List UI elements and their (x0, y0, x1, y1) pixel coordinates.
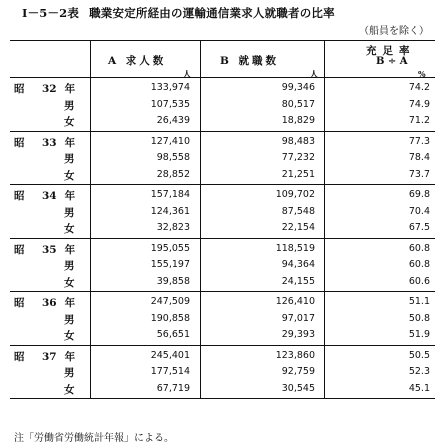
table-subtitle: （船員を除く） (359, 26, 429, 37)
table-row (10, 133, 435, 150)
placements-value: 97,017 (281, 312, 315, 324)
year-suffix: 年 (64, 83, 76, 95)
placements-value: 30,545 (281, 382, 315, 394)
female-label: 女 (64, 276, 75, 289)
fill-rate-value: 74.2 (408, 82, 430, 93)
job-openings-value: 107,535 (150, 98, 190, 110)
male-label: 男 (64, 367, 75, 379)
placements-value: 18,829 (281, 115, 315, 126)
fill-rate-value: 51.1 (408, 296, 430, 307)
placements-value: 24,155 (281, 275, 315, 287)
fill-rate-value: 74.9 (408, 98, 430, 110)
male-label: 男 (64, 313, 75, 326)
fill-rate-value: 52.3 (408, 366, 430, 377)
table-body (10, 78, 435, 398)
year-number: 33 (42, 136, 57, 149)
era-label: 昭 (14, 136, 25, 149)
placements-value: 77,232 (281, 152, 315, 163)
female-label: 女 (64, 383, 75, 396)
job-openings-value: 98,558 (156, 152, 190, 163)
table-row (10, 326, 435, 343)
year-number: 37 (42, 350, 57, 363)
era-label: 昭 (14, 83, 25, 95)
year-label (42, 188, 75, 203)
table-row (10, 112, 435, 129)
era-label: 昭 (14, 350, 25, 363)
job-openings-value: 133,974 (150, 82, 190, 93)
table-row (10, 347, 435, 364)
fill-rate-value: 69.8 (408, 189, 430, 200)
unit-label: % (418, 69, 426, 79)
female-label: 女 (64, 116, 75, 128)
era-label: 昭 (14, 190, 25, 202)
footnote: 注「労働省労働統計年報」による。 (14, 433, 174, 444)
job-openings-value: 177,514 (150, 366, 190, 377)
job-openings-value: 67,719 (156, 382, 190, 394)
table-row (10, 273, 435, 290)
fill-rate-value: 51.9 (408, 329, 430, 340)
year-number: 32 (42, 83, 57, 95)
placements-value: 126,410 (275, 296, 315, 307)
female-label: 女 (64, 223, 75, 235)
placements-value: 99,346 (281, 82, 315, 93)
fill-rate-value: 71.2 (408, 115, 430, 126)
year-block (10, 292, 435, 346)
year-suffix: 年 (64, 297, 76, 309)
table-row (10, 96, 435, 113)
table-row (10, 186, 435, 203)
header-fill-rate: 充足率 (366, 45, 416, 57)
year-label (42, 81, 75, 96)
year-number: 34 (42, 190, 57, 202)
year-block (10, 78, 435, 132)
year-suffix: 年 (64, 243, 76, 256)
year-suffix: 年 (64, 350, 76, 363)
job-openings-value: 32,823 (156, 222, 190, 233)
fill-rate-value: 60.8 (408, 242, 430, 254)
placements-value: 21,251 (281, 168, 315, 180)
male-label: 男 (64, 206, 75, 219)
placements-value: 87,548 (281, 205, 315, 217)
fill-rate-value: 78.4 (408, 152, 430, 163)
header-job-openings: A 求人数 (108, 55, 167, 67)
table-row (10, 380, 435, 397)
fill-rate-value: 67.5 (408, 222, 430, 233)
fill-rate-value: 50.5 (408, 349, 430, 361)
header-placements: B 就職数 (220, 55, 280, 67)
table-row (10, 363, 435, 380)
year-label (42, 295, 75, 310)
year-suffix: 年 (64, 190, 76, 202)
placements-value: 118,519 (275, 242, 315, 254)
table-row (10, 203, 435, 220)
year-number: 35 (42, 243, 57, 256)
female-label: 女 (64, 330, 75, 342)
data-table (10, 40, 435, 399)
unit-label: 人 (183, 69, 191, 79)
year-label (42, 349, 75, 364)
column-divider (90, 41, 91, 77)
table-row (10, 310, 435, 327)
header-fill-rate-formula: B ÷ A (376, 56, 408, 67)
table-row (10, 149, 435, 166)
table-header (10, 41, 435, 78)
era-label: 昭 (14, 243, 25, 256)
table-row (10, 219, 435, 236)
male-label: 男 (64, 153, 75, 165)
job-openings-value: 195,055 (150, 242, 190, 254)
year-block (10, 239, 435, 293)
placements-value: 80,517 (281, 98, 315, 110)
fill-rate-value: 70.4 (408, 205, 430, 217)
job-openings-value: 56,651 (156, 329, 190, 340)
job-openings-value: 127,410 (150, 135, 190, 147)
unit-label: 人 (310, 69, 318, 79)
year-label (42, 242, 75, 257)
placements-value: 98,483 (281, 135, 315, 147)
table-row (10, 240, 435, 257)
placements-value: 94,364 (281, 259, 315, 270)
table-row (10, 293, 435, 310)
placements-value: 123,860 (275, 349, 315, 361)
table-title-text: 職業安定所経由の運輸通信業求人就職者の比率 (89, 6, 335, 20)
job-openings-value: 28,852 (156, 168, 190, 180)
placements-value: 22,154 (281, 222, 315, 233)
fill-rate-value: 60.8 (408, 259, 430, 270)
year-label (42, 135, 75, 150)
year-suffix: 年 (64, 136, 76, 149)
fill-rate-value: 60.6 (408, 275, 430, 287)
fill-rate-value: 45.1 (408, 382, 430, 394)
table-number: Ⅰ－5－2表 (22, 6, 80, 20)
era-label: 昭 (14, 297, 25, 309)
job-openings-value: 190,858 (150, 312, 190, 324)
job-openings-value: 155,197 (150, 259, 190, 270)
job-openings-value: 247,509 (150, 296, 190, 307)
fill-rate-value: 50.8 (408, 312, 430, 324)
table-row (10, 256, 435, 273)
table-row (10, 79, 435, 96)
placements-value: 109,702 (275, 189, 315, 200)
placements-value: 92,759 (281, 366, 315, 377)
male-label: 男 (64, 260, 75, 272)
placements-value: 29,393 (281, 329, 315, 340)
table-title (22, 5, 437, 21)
female-label: 女 (64, 169, 75, 182)
fill-rate-value: 73.7 (408, 168, 430, 180)
year-block (10, 132, 435, 186)
male-label: 男 (64, 99, 75, 112)
job-openings-value: 39,858 (156, 275, 190, 287)
job-openings-value: 26,439 (156, 115, 190, 126)
job-openings-value: 157,184 (150, 189, 190, 200)
year-number: 36 (42, 297, 57, 309)
year-block (10, 346, 435, 399)
job-openings-value: 124,361 (150, 205, 190, 217)
column-divider (324, 41, 325, 77)
column-divider (200, 41, 201, 77)
job-openings-value: 245,401 (150, 349, 190, 361)
table-row (10, 166, 435, 183)
year-block (10, 185, 435, 239)
fill-rate-value: 77.3 (408, 135, 430, 147)
